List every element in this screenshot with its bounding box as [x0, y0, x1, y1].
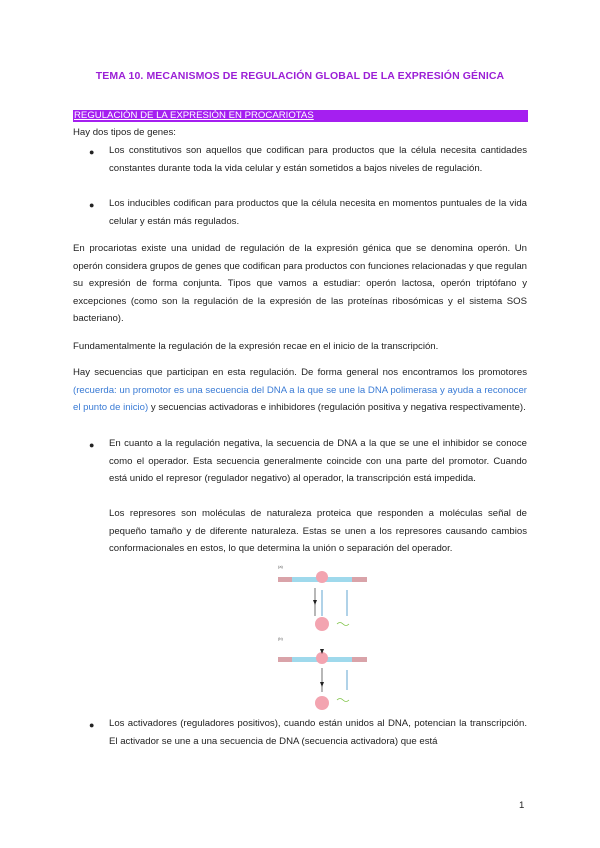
- bullet-icon: ●: [89, 200, 95, 210]
- page-number: 1: [519, 800, 525, 811]
- dna-segment: [278, 657, 292, 662]
- sequences-paragraph: [73, 364, 527, 417]
- repressor: [315, 617, 329, 631]
- list-item: Los constitutivos son aquellos que codifican para productos que la célula necesita cantidades constantes durante toda la vida celular y están sometidos a bajos niveles de regulación.: [109, 145, 527, 174]
- page-title: TEMA 10. MECANISMOS DE REGULACIÓN GLOBAL DE LA EXPRESIÓN GÉNICA: [95, 70, 505, 82]
- dna-segment: [278, 577, 292, 582]
- negative-regulation-text: En cuanto a la regulación negativa, la secuencia de DNA a la que se une el inhibidor se conoce como el operador. Esta secuencia generalmente coincide con una parte del promotor. Cuando está unido el represor (regulador negativo) al operador, la transcripción está impedida.: [109, 438, 527, 484]
- rna-polymerase: [316, 571, 328, 583]
- sequences-text-1: Hay secuencias que participan en esta regulación. De forma general nos encontramos los promotores: [73, 367, 527, 378]
- figure-label-b: (b): [278, 636, 283, 641]
- activators-text: Los activadores (reguladores positivos), cuando están unidos al DNA, potencian la transcripción. El activador se une a una secuencia de DNA (secuencia activadora) que está: [109, 718, 527, 747]
- signal-molecule: [313, 600, 317, 605]
- bullet-icon: ●: [89, 720, 95, 730]
- bullet-icon: ●: [89, 440, 95, 450]
- bullet-icon: ●: [89, 147, 95, 157]
- operon-paragraph: En procariotas existe una unidad de regulación de la expresión génica que se denomina operón. Un operón considera grupos de genes que codifican para productos con funciones relacionadas y que regulan su expresión de forma conjunta. Tipos que vamos a estudiar: operón lactosa, operón triptófano y excepciones (como son la regulación de la expresión de las proteínas ribosómicas y el sistema SOS bacteriano).: [73, 243, 527, 324]
- figure-label-a: (a): [278, 564, 283, 569]
- repressor: [315, 696, 329, 710]
- dna-segment: [352, 577, 367, 582]
- list-item: Los inducibles codifican para productos que la célula necesita en momentos puntuales de la vida celular y están más regulados.: [109, 198, 527, 227]
- signal-molecule: [320, 682, 324, 687]
- repressors-text: Los represores son moléculas de naturaleza proteica que responden a moléculas señal de pequeño tamaño y de diferente naturaleza. Estas se unen a los represores causando cambios conformacionales en estos, lo que determina la unión o separación del operador.: [109, 508, 527, 554]
- promoter-note: (recuerda: un promotor es una secuencia del DNA a la que se une la DNA polimerasa y ayuda a reconocer el punto de inicio): [73, 384, 527, 413]
- mrna: [337, 699, 349, 702]
- transcription-paragraph: Fundamentalmente la regulación de la expresión recae en el inicio de la transcripción.: [73, 341, 439, 352]
- operon-diagram: [275, 560, 370, 725]
- intro-text: Hay dos tipos de genes:: [73, 127, 176, 138]
- dna-segment: [352, 657, 367, 662]
- mrna: [337, 623, 349, 626]
- section-heading: REGULACIÓN DE LA EXPRESIÓN EN PROCARIOTAS: [73, 110, 528, 122]
- sequences-text-2: y secuencias activadoras e inhibidores (regulación positiva y negativa respectivamente).: [148, 402, 526, 413]
